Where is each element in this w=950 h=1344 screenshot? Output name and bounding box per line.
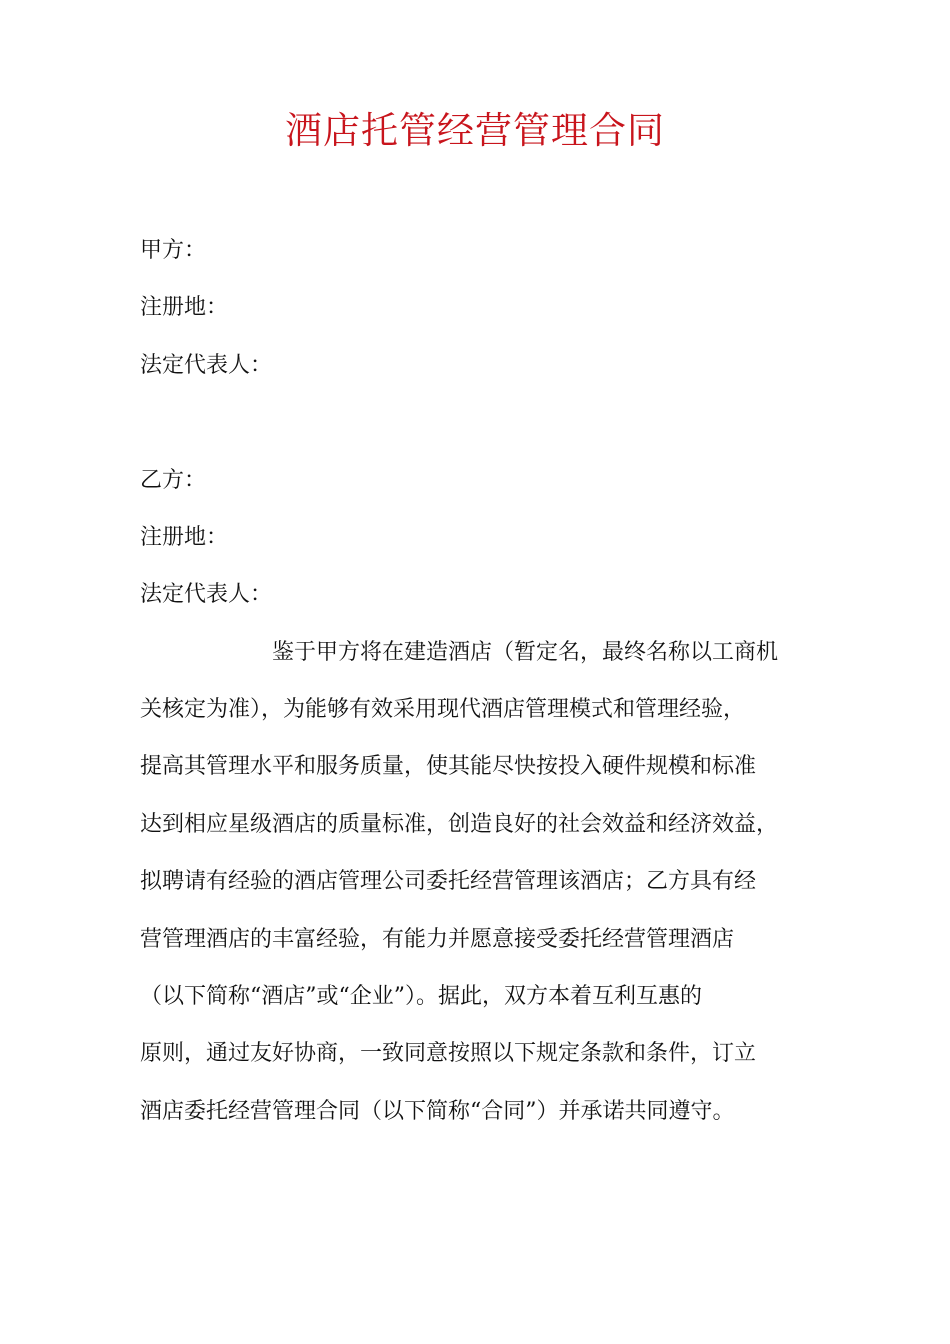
preamble-line: 关核定为准），为能够有效采用现代酒店管理模式和管理经验， (140, 697, 746, 722)
party-a-registered-address-label: 注册地： (140, 295, 229, 320)
party-a-legal-representative-label: 法定代表人： (140, 353, 273, 378)
preamble-line: 达到相应星级酒店的质量标准，创造良好的社会效益和经济效益， (140, 812, 779, 837)
preamble-line: 鉴于甲方将在建造酒店（暂定名，最终名称以工商机 (272, 640, 779, 665)
preamble-line: 原则，通过友好协商，一致同意按照以下规定条款和条件，订立 (140, 1041, 757, 1066)
preamble-line: 营管理酒店的丰富经验，有能力并愿意接受委托经营管理酒店 (140, 927, 735, 952)
party-a-label: 甲方： (140, 238, 207, 263)
preamble-line: 酒店委托经营管理合同（以下简称“合同”）并承诺共同遵守。 (140, 1099, 735, 1124)
party-b-label: 乙方： (140, 468, 207, 493)
document-title: 酒店托管经营管理合同 (285, 109, 665, 152)
preamble-line: （以下简称“酒店”或“企业”）。据此，双方本着互利互惠的 (140, 984, 702, 1009)
party-b-registered-address-label: 注册地： (140, 525, 229, 550)
preamble-line: 提高其管理水平和服务质量，使其能尽快按投入硬件规模和标准 (140, 754, 757, 779)
preamble-line: 拟聘请有经验的酒店管理公司委托经营管理该酒店；乙方具有经 (140, 869, 757, 894)
party-b-legal-representative-label: 法定代表人： (140, 582, 273, 607)
